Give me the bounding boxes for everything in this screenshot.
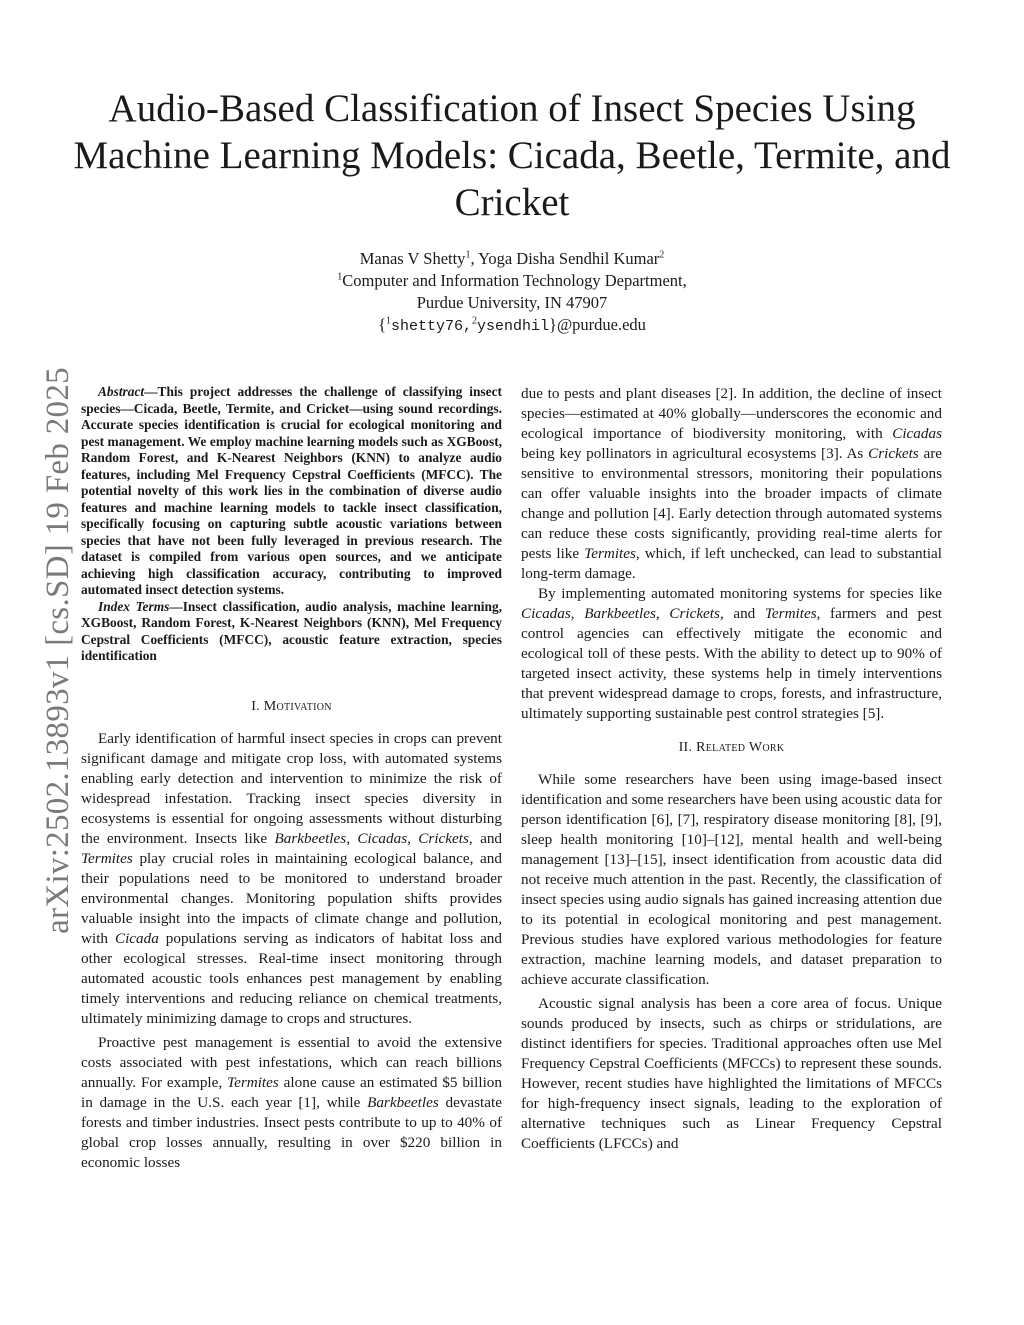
abstract bbox=[81, 384, 502, 599]
section-heading-motivation bbox=[81, 697, 502, 717]
index-terms bbox=[81, 599, 502, 665]
email-user-2: ysendhil bbox=[477, 318, 550, 335]
text-run: Early identification of harmful insect species in crops can prevent significant damage and mitigate crop loss, with automated systems enabling early detection and intervention to minimize the risk of widespread infestation. Tracking insect species diversity in ecosystems is essential for ongoing assessments without disturbing the environment. Insects like bbox=[81, 729, 502, 847]
section-title: Related Work bbox=[696, 740, 785, 755]
author-2: Yoga Disha Sendhil Kumar bbox=[478, 249, 660, 268]
paragraph bbox=[81, 729, 502, 1029]
text-run: , farmers and pest control agencies can effectively mitigate the economic and ecological toll of these pests. With the ability to detect up to 90% of targeted insect activity, these systems help in timely interventions that prevent widespread damage to crops, forests, and infrastructure, ultimately supporting sustainable pest control strategies [5]. bbox=[521, 605, 943, 722]
author-1-affil-mark: 1 bbox=[465, 249, 471, 261]
email-line bbox=[210, 314, 814, 338]
affiliation bbox=[210, 270, 814, 292]
italic-term: Termites bbox=[227, 1073, 279, 1091]
text-run: due to pests and plant diseases [2]. In addition, the decline of insect species—estimated at 40% globally—underscores the economic and ecological importance of biodiversity monitoring, with bbox=[521, 385, 942, 442]
email-mark-2: 2 bbox=[472, 315, 478, 327]
text-run: , and bbox=[719, 605, 765, 622]
text-run: , bbox=[407, 829, 419, 847]
affiliation-text: Computer and Information Technology Department, bbox=[342, 271, 687, 290]
text-run: being key pollinators in agricultural ecosystems [3]. As bbox=[521, 445, 869, 462]
text-run: devastate forests and timber industries. Insect pests contribute to up to 40% of global crop losses annually, resulting in over $220 billion in economic losses bbox=[81, 1093, 502, 1171]
section-heading-related-work bbox=[521, 738, 942, 758]
text-run: , bbox=[570, 605, 585, 622]
italic-term: Cicadas bbox=[357, 829, 408, 847]
section-title: Motivation bbox=[263, 698, 332, 714]
italic-term: Termites bbox=[584, 545, 636, 562]
text-run: , bbox=[346, 829, 358, 847]
text-run: , bbox=[655, 605, 670, 622]
italic-term: Cicada bbox=[114, 929, 159, 947]
italic-term: Termites bbox=[764, 605, 817, 622]
left-column bbox=[81, 384, 502, 1173]
italic-term: Crickets bbox=[418, 829, 469, 847]
text-run: , which, if left unchecked, can lead to substantial long-term damage. bbox=[521, 545, 942, 582]
abstract-label: Abstract bbox=[98, 384, 145, 399]
section-number: II. bbox=[678, 740, 697, 755]
university: Purdue University, IN 47907 bbox=[416, 293, 608, 312]
author-names bbox=[210, 248, 814, 270]
section-number: I. bbox=[251, 698, 264, 714]
italic-term: Barkbeetles bbox=[584, 605, 656, 622]
email-user-1: shetty76, bbox=[391, 318, 473, 335]
text-run: Proactive pest management is essential to avoid the extensive costs associated with pest infestations, which can reach billions annually. For example, bbox=[81, 1033, 502, 1091]
email-mark-1: 1 bbox=[386, 315, 391, 327]
italic-term: Barkbeetles bbox=[367, 1093, 439, 1111]
paragraph: While some researchers have been using image-based insect identification and some researchers have been using acoustic data for person identification [6], [7], respiratory disease monitoring [8], [9], sleep health monitoring [10]–[12], mental health and well-being management [13]–[15], insect identification from acoustic data did not receive much attention in the past. Recently, the classification of insect species using audio signals has gained increasing attention due to its potential in ecological monitoring and pest management. Previous studies have explored various methodologies for feature extraction, machine learning models, and dataset preparation to achieve accurate classification. bbox=[521, 771, 942, 988]
italic-term: Cicadas bbox=[892, 425, 942, 442]
italic-term: Crickets bbox=[868, 445, 919, 462]
email-brace-open: { bbox=[378, 315, 386, 334]
paper-title: Audio-Based Classification of Insect Species Using Machine Learning Models: Cicada, Beetle, Termite, and Cricket bbox=[73, 87, 951, 224]
paragraph bbox=[521, 384, 942, 584]
paragraph bbox=[521, 584, 942, 724]
author-block bbox=[210, 248, 814, 338]
author-separator: , bbox=[470, 249, 479, 268]
italic-term: Barkbeetles bbox=[274, 829, 347, 847]
italic-term: Crickets bbox=[669, 605, 720, 622]
index-terms-text: —Insect classification, audio analysis, machine learning, XGBoost, Random Forest, K-Nearest Neighbors (KNN), Mel Frequency Cepstral Coefficients (MFCC), acoustic feature extraction, species identification bbox=[81, 598, 502, 663]
text-run: alone cause an estimated $5 billion in damage in the U.S. each year [1], while bbox=[81, 1073, 502, 1111]
italic-term: Termites bbox=[81, 849, 133, 867]
paragraph: Acoustic signal analysis has been a core area of focus. Unique sounds produced by insects, such as chirps or stridulations, are distinct identifiers for species. Traditional approaches often use Mel Frequency Cepstral Coefficients (MFCCs) to represent these sounds. However, recent studies have highlighted the limitations of MFCCs for high-frequency insect signals, leading to the exploration of alternative techniques such as Linear Frequency Cepstral Coefficients (LFCCs) and bbox=[521, 995, 942, 1152]
italic-term: Cicadas bbox=[521, 605, 571, 622]
text-run: By implementing automated monitoring systems for species like bbox=[538, 585, 942, 602]
index-terms-label: Index Terms bbox=[98, 598, 170, 614]
author-2-affil-mark: 2 bbox=[659, 249, 665, 261]
arxiv-identifier-margin bbox=[30, 355, 86, 945]
paragraph bbox=[81, 1033, 502, 1173]
author-1: Manas V Shetty bbox=[359, 249, 466, 268]
affiliation-mark: 1 bbox=[337, 271, 343, 283]
right-column bbox=[521, 384, 942, 1154]
text-run: populations serving as indicators of habitat loss and other ecological stresses. Real-time insect monitoring through automated acoustic tools enhances pest management by enabling timely interventions and reducing reliance on chemical treatments, ultimately minimizing damage to crops and structures. bbox=[81, 929, 502, 1027]
text-run: are sensitive to environmental stressors, monitoring their populations can offer valuable insights into the broader impacts of climate change and pollution [4]. Early detection through automated systems can reduce these costs significantly, providing real-time alerts for pests like bbox=[521, 445, 942, 562]
abstract-text: —This project addresses the challenge of classifying insect species—Cicada, Beetle, Termite, and Cricket—using sound recordings. Accurate species identification is crucial for ecological monitoring and pest management. We employ machine learning models such as XGBoost, Random Forest, and K-Nearest Neighbors (KNN) to analyze audio features, including Mel Frequency Cepstral Coefficients (MFCC). The potential novelty of this work lies in the combination of diverse audio features and machine learning models to tackle insect classification, specifically focusing on capturing subtle acoustic variations between species that have not been fully leveraged in previous research. The dataset is compiled from various open sources, and we anticipate achieving high classification accuracy, contributing to improved automated insect detection systems. bbox=[81, 384, 502, 597]
text-run: play crucial roles in maintaining ecological balance, and their populations need to be monitored to understand broader environmental changes. Monitoring population shifts provides valuable insight into the impacts of climate change and pollution, with bbox=[81, 849, 502, 947]
text-run: , and bbox=[468, 829, 503, 847]
arxiv-identifier: arXiv:2502.13893v1 [cs.SD] 19 Feb 2025 bbox=[39, 366, 76, 934]
email-domain: }@purdue.edu bbox=[549, 315, 646, 334]
